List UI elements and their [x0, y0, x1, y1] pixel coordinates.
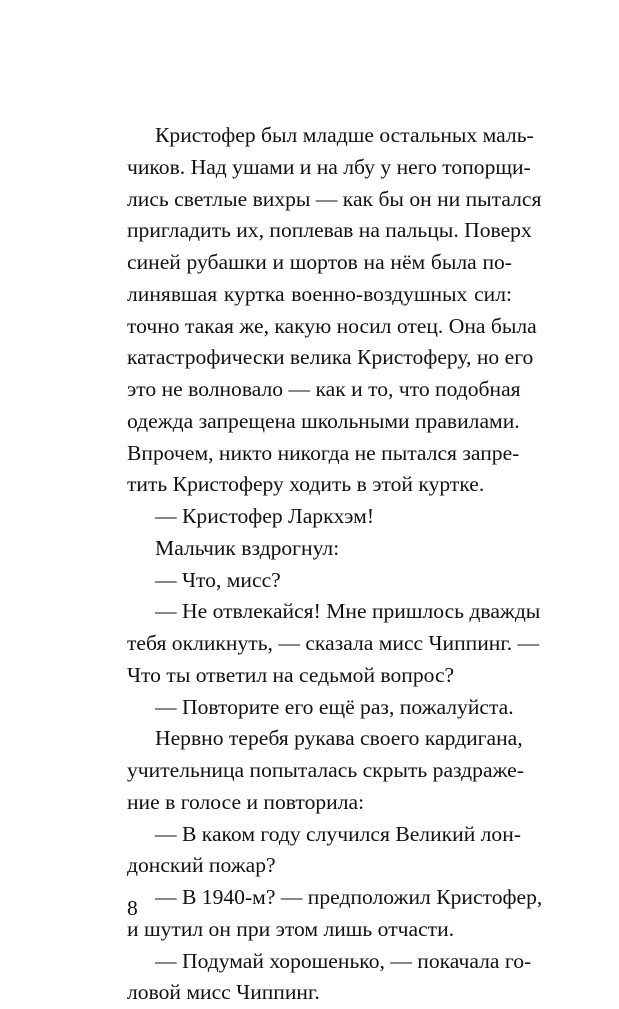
- text-line: — Повторите его ещё раз, пожалуйста.: [155, 694, 514, 719]
- text-line: — Кристофер Ларкхэм!: [155, 504, 375, 528]
- text-line: — В 1940-м? — предположил Кристофер,: [155, 885, 543, 909]
- text-line: — Что, мисс?: [155, 567, 281, 592]
- text-line: ловой мисс Чиппинг.: [127, 980, 320, 1005]
- text-line: учительница попыталась скрыть раздраже-: [127, 758, 524, 782]
- text-line: Впрочем, никто никогда не пытался запре-: [127, 440, 520, 465]
- page-number: 8: [127, 896, 138, 920]
- text-line: синей рубашки и шортов на нём была по-: [127, 250, 512, 274]
- text-line: донский пожар?: [127, 853, 276, 878]
- text-line: тить Кристоферу ходить в этой куртке.: [127, 472, 485, 497]
- text-line: и шутил он при этом лишь отчасти.: [127, 916, 455, 941]
- text-line: одежда запрещена школьными правилами.: [127, 408, 520, 433]
- text-line: Что ты ответил на седьмой вопрос?: [127, 662, 455, 687]
- text-line: Кристофер был младше остальных маль-: [155, 123, 534, 147]
- text-line: тебя окликнуть, — сказала мисс Чиппинг. —: [127, 631, 540, 655]
- text-line: лись светлые вихры — как бы он ни пытался: [127, 186, 542, 211]
- body-text: [127, 120, 543, 1009]
- text-line: пригладить их, поплевав на пальцы. Поверх: [127, 218, 532, 243]
- text-line: линявшая куртка военно-воздушных сил:: [127, 281, 512, 306]
- text-line: Мальчик вздрогнул:: [155, 535, 340, 560]
- text-line: ние в голосе и повторила:: [127, 789, 365, 814]
- text-line: это не волновало — как и то, что подобная: [127, 377, 521, 401]
- text-line: — Не отвлекайся! Мне пришлось дважды: [155, 599, 541, 624]
- text-line: — В каком году случился Великий лон-: [155, 821, 521, 846]
- text-line: чиков. Над ушами и на лбу у него топорщи-: [127, 154, 531, 179]
- text-line: точно такая же, какую носил отец. Она была: [127, 313, 537, 338]
- text-line: — Подумай хорошенько, — покачала го-: [155, 948, 532, 973]
- text-line: катастрофически велика Кристоферу, но его: [127, 345, 534, 370]
- text-line: Нервно теребя рукава своего кардигана,: [155, 726, 523, 751]
